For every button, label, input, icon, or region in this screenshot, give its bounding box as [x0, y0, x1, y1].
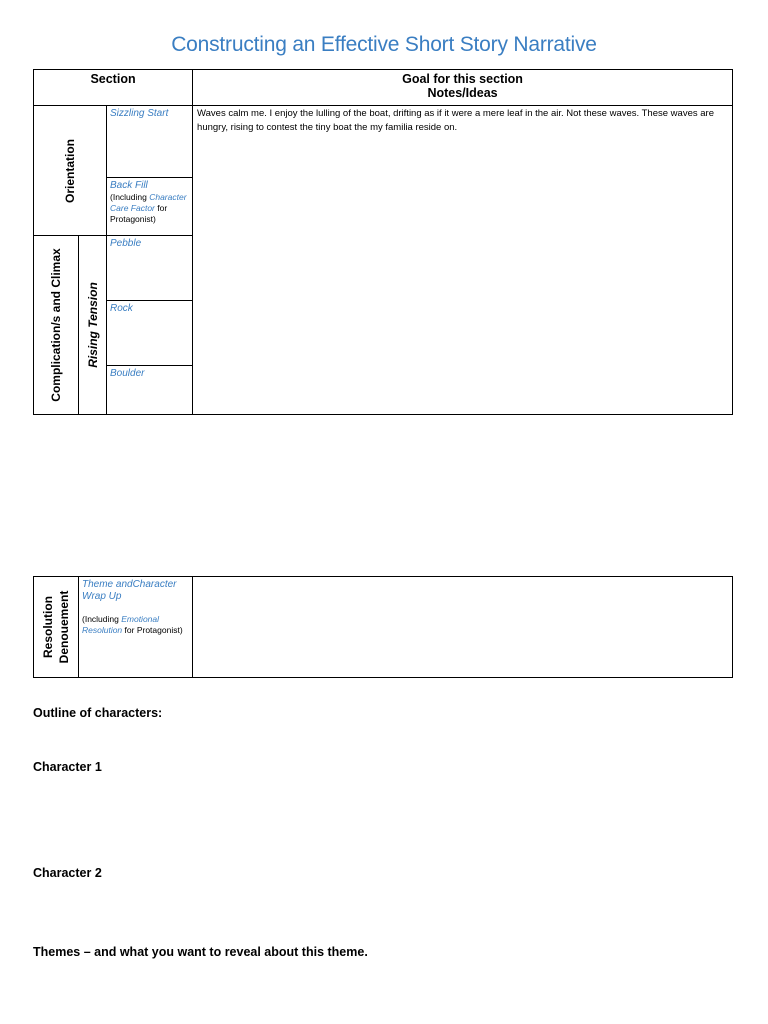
complication-label: Complication/s and Climax: [49, 248, 63, 402]
complication-cell: [34, 236, 79, 415]
narrative-table: [33, 69, 733, 415]
back-fill-note-prefix: (Including: [110, 192, 150, 202]
header-section: Section: [34, 70, 193, 106]
orientation-label: Orientation: [63, 138, 77, 203]
back-fill-note-highlight: Character Care Factor: [110, 192, 187, 213]
theme-wrap-note: [82, 614, 189, 636]
header-goal-line1: Goal for this section: [402, 72, 523, 86]
theme-wrap-label: Theme andCharacter Wrap Up: [82, 579, 177, 602]
page-title: Constructing an Effective Short Story Narrative: [171, 33, 597, 56]
back-fill-note: [110, 192, 189, 225]
orientation-cell: [34, 106, 107, 236]
resolution-label: Resolution: [41, 596, 55, 658]
notes-cell[interactable]: [193, 106, 733, 415]
sizzling-start-label: Sizzling Start: [110, 108, 169, 119]
character2-label: Character 2: [33, 866, 102, 880]
pebble-label: Pebble: [110, 238, 142, 249]
back-fill-label: Back Fill: [110, 180, 148, 191]
rock-label: Rock: [110, 303, 133, 314]
rock-cell[interactable]: [107, 301, 193, 366]
pebble-cell[interactable]: [107, 236, 193, 301]
theme-note-prefix: (Including: [82, 614, 122, 624]
character1-label: Character 1: [33, 760, 102, 774]
header-goal-line2: Notes/Ideas: [427, 86, 498, 100]
boulder-cell[interactable]: [107, 366, 193, 415]
notes-text: Waves calm me. I enjoy the lulling of the boat, drifting as if it were a mere leaf in the air. Not these waves. These waves are hungry, rising to contest the tiny boat the my familia reside on.: [197, 108, 714, 133]
theme-wrap-cell[interactable]: [79, 577, 193, 678]
themes-label: Themes – and what you want to reveal about this theme.: [33, 945, 368, 959]
rising-tension-label: Rising Tension: [85, 282, 100, 368]
sizzling-start-cell[interactable]: [107, 106, 193, 178]
back-fill-cell[interactable]: [107, 178, 193, 236]
back-fill-note-suffix: for Protagonist): [110, 203, 168, 224]
resolution-table: [33, 576, 733, 678]
theme-note-suffix: for Protagonist): [122, 625, 183, 635]
denouement-label: Denouement: [57, 590, 71, 664]
boulder-label: Boulder: [110, 368, 145, 379]
outline-label: Outline of characters:: [33, 706, 163, 720]
header-goal: [193, 70, 733, 106]
resolution-cell: [34, 577, 79, 678]
resolution-label-group: [40, 591, 72, 664]
theme-note-highlight: Emotional Resolution: [82, 614, 160, 635]
resolution-notes-cell[interactable]: [193, 577, 733, 678]
rising-tension-cell: [79, 236, 107, 415]
